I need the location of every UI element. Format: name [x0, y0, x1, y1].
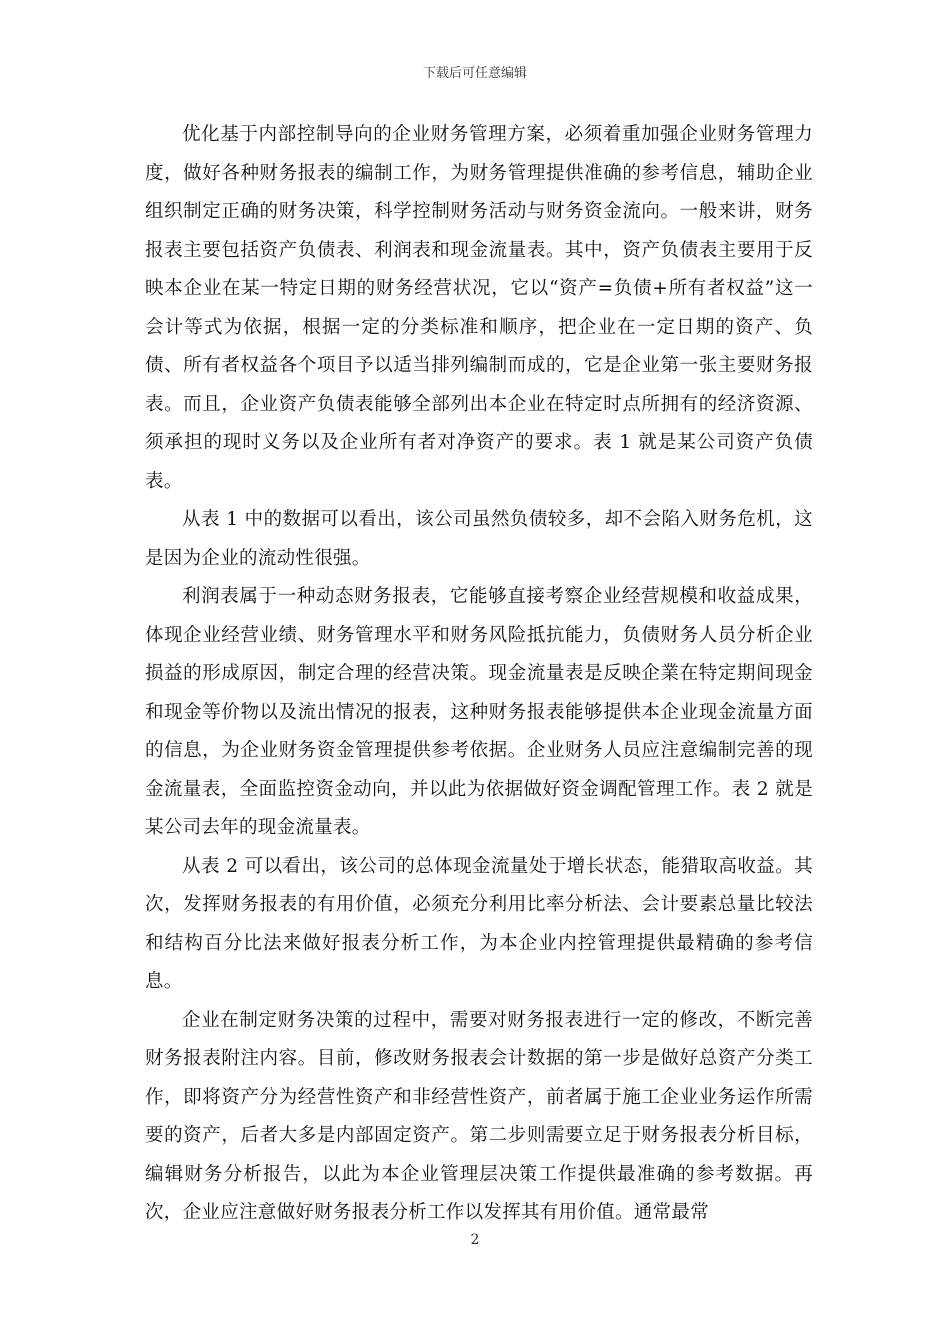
page-number: 2: [470, 1232, 480, 1248]
paragraph-table1-analysis: 从表 1 中的数据可以看出，该公司虽然负债较多，却不会陷入财务危机，这是因为企业的流动性很强。: [145, 509, 813, 569]
paragraph-balance-sheet: 优化基于内部控制导向的企业财务管理方案，必须着重加强企业财务管理力度，做好各种财务报表的编制工作，为财务管理提供准确的参考信息，辅助企业组织制定正确的财务决策，科学控制财务活动与财务资金流向。一般来讲，财务报表主要包括资产负债表、利润表和现金流量表。其中，资产负债表主要用于反映本企业在某一特定日期的财务经营状况，它以“资产=负债+所有者权益”这一会计等式为依据，根据一定的分类标准和顺序，把企业在一定日期的资产、负债、所有者权益各个项目予以适当排列编制而成的，它是企业第一张主要财务报表。而且，企业资产负债表能够全部列出本企业在特定时点所拥有的经济资源、须承担的现时义务以及企业所有者对净资产的要求。表 1 就是某公司资产负债表。: [145, 124, 813, 492]
paragraph-income-cashflow: 利润表属于一种动态财务报表，它能够直接考察企业经营规模和收益成果，体现企业经营业绩、财务管理水平和财务风险抵抗能力，负债财务人员分析企业损益的形成原因，制定合理的经营决策。现金流量表是反映企業在特定期间现金和现金等价物以及流出情况的报表，这种财务报表能够提供本企业现金流量方面的信息，为企业财务资金管理提供参考依据。企业财务人员应注意编制完善的现金流量表，全面监控资金动向，并以此为依据做好资金调配管理工作。表 2 就是某公司去年的现金流量表。: [145, 586, 813, 838]
page-header: 下载后可任意编辑: [422, 66, 527, 81]
paragraph-table2-analysis: 从表 2 可以看出，该公司的总体现金流量处于增长状态，能猎取高收益。其次，发挥财务报表的有用价值，必须充分利用比率分析法、会计要素总量比较法和结构百分比法来做好报表分析工作，为本企业内控管理提供最精确的参考信息。: [145, 855, 813, 992]
document-body: [145, 116, 813, 1233]
paragraph-report-revision: 企业在制定财务决策的过程中，需要对财务报表进行一定的修改，不断完善财务报表附注内容。目前，修改财务报表会计数据的第一步是做好总资产分类工作，即将资产分为经营性资产和非经营性资产，前者属于施工企业业务运作所需要的资产，后者大多是内部固定资产。第二步则需要立足于财务报表分析目标，编辑财务分析报告，以此为本企业管理层决策工作提供最准确的参考数据。再次，企业应注意做好财务报表分析工作以发挥其有用价值。通常最常: [145, 1009, 813, 1223]
